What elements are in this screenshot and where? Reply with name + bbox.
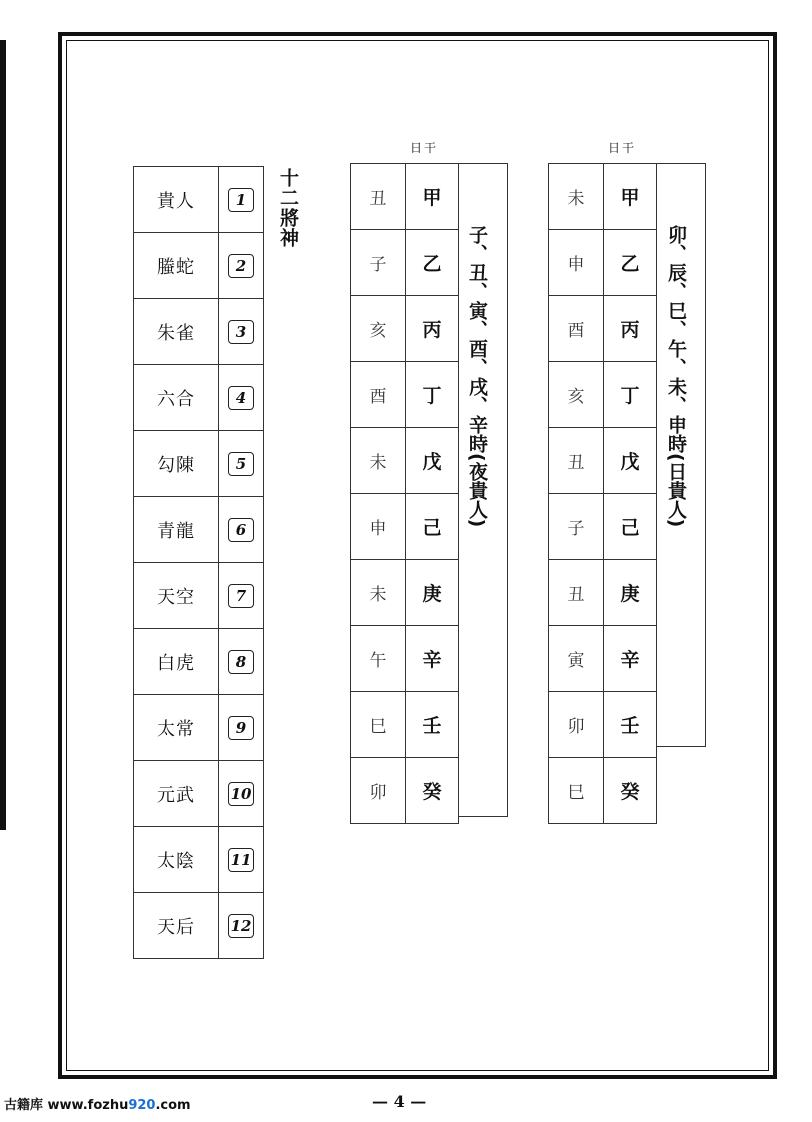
- site-credit-suffix: .com: [155, 1098, 191, 1113]
- table-row: [351, 428, 459, 494]
- table-row: [549, 428, 657, 494]
- table-row: [351, 560, 459, 626]
- stem-cell: 乙: [604, 230, 657, 296]
- branch-cell: 酉: [351, 362, 406, 428]
- table-row: [134, 233, 264, 299]
- table-row: [134, 431, 264, 497]
- general-name: 天空: [134, 563, 219, 629]
- table-row: [351, 494, 459, 560]
- table-row: [351, 692, 459, 758]
- table-row: [351, 758, 459, 824]
- branch-cell: 丑: [351, 164, 406, 230]
- stem-cell: 甲: [604, 164, 657, 230]
- table-row: [134, 167, 264, 233]
- branch-cell: 丑: [549, 560, 604, 626]
- stem-cell: 壬: [406, 692, 459, 758]
- table-row: [549, 692, 657, 758]
- branch-cell: 巳: [351, 692, 406, 758]
- branch-cell: 卯: [351, 758, 406, 824]
- stem-cell: 丁: [604, 362, 657, 428]
- general-number: 11: [228, 848, 254, 872]
- stem-cell: 庚: [604, 560, 657, 626]
- table-row: [549, 494, 657, 560]
- general-number: 10: [228, 782, 254, 806]
- stem-cell: 乙: [406, 230, 459, 296]
- left-page-edge: [0, 40, 6, 830]
- stem-cell: 戊: [406, 428, 459, 494]
- general-name: 朱雀: [134, 299, 219, 365]
- twelve-generals-title: 十二將神: [277, 168, 299, 248]
- general-name: 白虎: [134, 629, 219, 695]
- general-number: 12: [228, 914, 254, 938]
- twelve-generals-table: [133, 166, 264, 959]
- table-row: [351, 362, 459, 428]
- branch-cell: 未: [549, 164, 604, 230]
- general-number: 7: [228, 584, 254, 608]
- general-number: 3: [228, 320, 254, 344]
- branch-cell: 酉: [549, 296, 604, 362]
- stem-cell: 庚: [406, 560, 459, 626]
- general-name: 勾陳: [134, 431, 219, 497]
- branch-cell: 丑: [549, 428, 604, 494]
- branch-cell: 亥: [351, 296, 406, 362]
- table-row: [549, 560, 657, 626]
- general-number: 5: [228, 452, 254, 476]
- table-row: [134, 761, 264, 827]
- branch-cell: 寅: [549, 626, 604, 692]
- stem-cell: 壬: [604, 692, 657, 758]
- site-credit-accent: 920: [128, 1098, 156, 1113]
- stem-cell: 丙: [604, 296, 657, 362]
- general-name: 貴人: [134, 167, 219, 233]
- general-number: 2: [228, 254, 254, 278]
- table-row: [549, 626, 657, 692]
- night-noble-table: [350, 163, 459, 824]
- table-row: [134, 365, 264, 431]
- day-noble-table: [548, 163, 657, 824]
- branch-cell: 未: [351, 428, 406, 494]
- branch-cell: 申: [351, 494, 406, 560]
- table-row: [134, 299, 264, 365]
- table-row: [134, 827, 264, 893]
- table-row: [351, 164, 459, 230]
- branch-cell: 卯: [549, 692, 604, 758]
- branch-cell: 未: [351, 560, 406, 626]
- branch-cell: 午: [351, 626, 406, 692]
- stem-cell: 癸: [604, 758, 657, 824]
- branch-cell: 子: [549, 494, 604, 560]
- general-number: 8: [228, 650, 254, 674]
- table-row: [134, 893, 264, 959]
- stem-cell: 丁: [406, 362, 459, 428]
- day-noble-label: 卯、辰、巳、午、未、申時(日貴人): [665, 225, 687, 528]
- stem-cell: 丙: [406, 296, 459, 362]
- table-row: [351, 296, 459, 362]
- stem-cell: 己: [604, 494, 657, 560]
- table-row: [134, 563, 264, 629]
- branch-cell: 子: [351, 230, 406, 296]
- stem-cell: 甲: [406, 164, 459, 230]
- table-row: [549, 758, 657, 824]
- general-name: 太陰: [134, 827, 219, 893]
- stem-cell: 己: [406, 494, 459, 560]
- stem-cell: 癸: [406, 758, 459, 824]
- general-name: 太常: [134, 695, 219, 761]
- table-row: [134, 497, 264, 563]
- general-number: 4: [228, 386, 254, 410]
- site-credit[interactable]: [4, 1094, 191, 1113]
- page-number: — 4 —: [372, 1092, 427, 1111]
- stem-cell: 辛: [406, 626, 459, 692]
- night-table-header: 日干: [410, 141, 439, 155]
- table-row: [549, 296, 657, 362]
- table-row: [351, 230, 459, 296]
- table-row: [549, 362, 657, 428]
- general-name: 天后: [134, 893, 219, 959]
- general-number: 6: [228, 518, 254, 542]
- site-credit-prefix: 古籍库 www.fozhu: [4, 1098, 129, 1113]
- branch-cell: 亥: [549, 362, 604, 428]
- general-name: 元武: [134, 761, 219, 827]
- table-row: [351, 626, 459, 692]
- night-noble-label: 子、丑、寅、酉、戌、辛時(夜貴人): [466, 225, 488, 528]
- branch-cell: 申: [549, 230, 604, 296]
- table-row: [549, 164, 657, 230]
- table-row: [134, 629, 264, 695]
- day-table-header: 日干: [608, 141, 637, 155]
- stem-cell: 辛: [604, 626, 657, 692]
- branch-cell: 巳: [549, 758, 604, 824]
- general-name: 青龍: [134, 497, 219, 563]
- general-name: 螣蛇: [134, 233, 219, 299]
- general-name: 六合: [134, 365, 219, 431]
- table-row: [134, 695, 264, 761]
- stem-cell: 戊: [604, 428, 657, 494]
- general-number: 1: [228, 188, 254, 212]
- general-number: 9: [228, 716, 254, 740]
- table-row: [549, 230, 657, 296]
